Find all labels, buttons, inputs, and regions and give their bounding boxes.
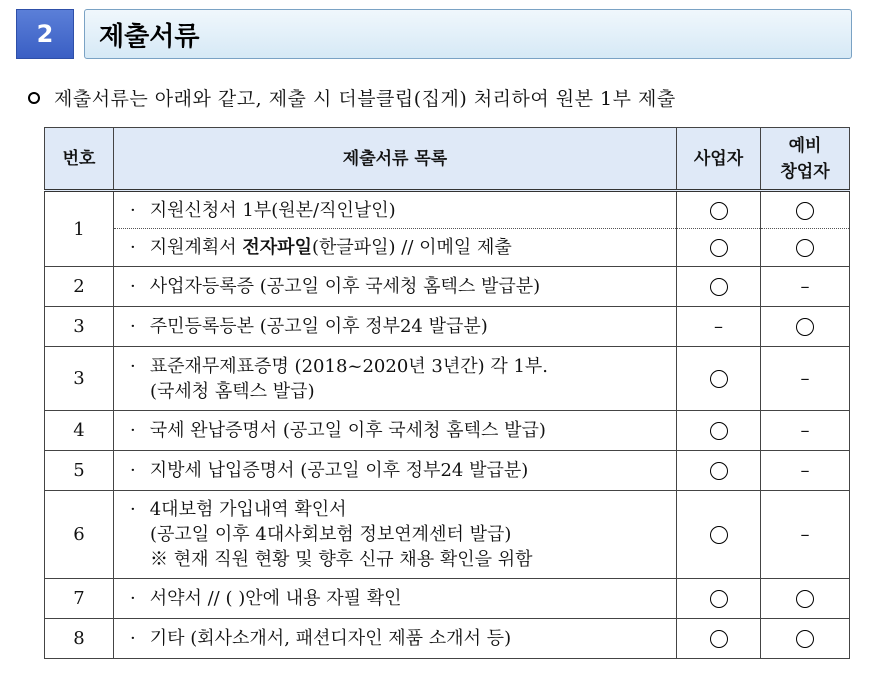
- dash-mark: –: [800, 460, 810, 481]
- section-header: [16, 9, 852, 59]
- business-mark: [677, 451, 761, 491]
- circle-mark-icon: [710, 278, 728, 296]
- circle-mark-icon: [796, 202, 814, 220]
- row-number: 5: [45, 451, 114, 491]
- business-mark: [677, 191, 761, 229]
- prestartup-mark: [761, 267, 850, 307]
- table-row: [45, 229, 850, 267]
- row-number: 1: [45, 191, 114, 267]
- prestartup-mark: [761, 411, 850, 451]
- document-name: · 사업자등록증 (공고일 이후 국세청 홈텍스 발급분): [114, 267, 677, 307]
- document-name: · 국세 완납증명서 (공고일 이후 국세청 홈텍스 발급): [114, 411, 677, 451]
- table-row: [45, 347, 850, 411]
- row-number: 4: [45, 411, 114, 451]
- header-no: 번호: [45, 128, 114, 191]
- dash-mark: –: [800, 276, 810, 297]
- prestartup-mark: [761, 229, 850, 267]
- circle-mark-icon: [710, 202, 728, 220]
- table-row: [45, 267, 850, 307]
- header-prestartup: 예비 창업자: [761, 128, 850, 191]
- dash-mark: –: [800, 524, 810, 545]
- business-mark: [677, 307, 761, 347]
- circle-bullet-icon: [28, 92, 40, 104]
- business-mark: [677, 347, 761, 411]
- business-mark: [677, 267, 761, 307]
- document-name: · 기타 (회사소개서, 패션디자인 제품 소개서 등): [114, 619, 677, 659]
- circle-mark-icon: [796, 630, 814, 648]
- dash-mark: –: [800, 420, 810, 441]
- circle-mark-icon: [796, 318, 814, 336]
- table-row: [45, 191, 850, 229]
- row-number: 6: [45, 491, 114, 579]
- document-name: · 4대보험 가입내역 확인서 (공고일 이후 4대사회보험 정보연계센터 발급) ※ 현재 직원 현황 및 향후 신규 채용 확인을 위함: [114, 491, 677, 579]
- prestartup-mark: [761, 491, 850, 579]
- prestartup-mark: [761, 347, 850, 411]
- table-row: [45, 307, 850, 347]
- table-row: [45, 579, 850, 619]
- circle-mark-icon: [796, 590, 814, 608]
- document-name: · 표준재무제표증명 (2018~2020년 3년간) 각 1부. (국세청 홈텍스 발급): [114, 347, 677, 411]
- header-business: 사업자: [677, 128, 761, 191]
- row-number: 7: [45, 579, 114, 619]
- document-name: · 지원계획서 전자파일(한글파일) // 이메일 제출: [114, 229, 677, 267]
- circle-mark-icon: [710, 462, 728, 480]
- section-title: 제출서류: [84, 9, 852, 59]
- document-name: · 지원신청서 1부(원본/직인날인): [114, 191, 677, 229]
- row-number: 3: [45, 307, 114, 347]
- circle-mark-icon: [796, 239, 814, 257]
- business-mark: [677, 579, 761, 619]
- header-docs: 제출서류 목록: [114, 128, 677, 191]
- circle-mark-icon: [710, 526, 728, 544]
- document-name: · 주민등록등본 (공고일 이후 정부24 발급분): [114, 307, 677, 347]
- row-number: 8: [45, 619, 114, 659]
- row-number: 2: [45, 267, 114, 307]
- table-row: [45, 451, 850, 491]
- prestartup-mark: [761, 619, 850, 659]
- business-mark: [677, 229, 761, 267]
- prestartup-mark: [761, 191, 850, 229]
- dash-mark: –: [714, 316, 723, 337]
- note-line: [28, 84, 858, 111]
- table-row: [45, 491, 850, 579]
- note-text: 제출서류는 아래와 같고, 제출 시 더블클립(집게) 처리하여 원본 1부 제출: [54, 88, 676, 110]
- prestartup-mark: [761, 451, 850, 491]
- prestartup-mark: [761, 307, 850, 347]
- documents-table: [44, 127, 850, 659]
- business-mark: [677, 411, 761, 451]
- table-row: [45, 619, 850, 659]
- circle-mark-icon: [710, 422, 728, 440]
- table-row: [45, 411, 850, 451]
- circle-mark-icon: [710, 630, 728, 648]
- circle-mark-icon: [710, 590, 728, 608]
- row-number: 3: [45, 347, 114, 411]
- document-name: · 지방세 납입증명서 (공고일 이후 정부24 발급분): [114, 451, 677, 491]
- document-name: · 서약서 // ( )안에 내용 자필 확인: [114, 579, 677, 619]
- business-mark: [677, 491, 761, 579]
- dash-mark: –: [800, 368, 810, 389]
- business-mark: [677, 619, 761, 659]
- section-number: 2: [16, 9, 74, 59]
- prestartup-mark: [761, 579, 850, 619]
- circle-mark-icon: [710, 239, 728, 257]
- circle-mark-icon: [710, 370, 728, 388]
